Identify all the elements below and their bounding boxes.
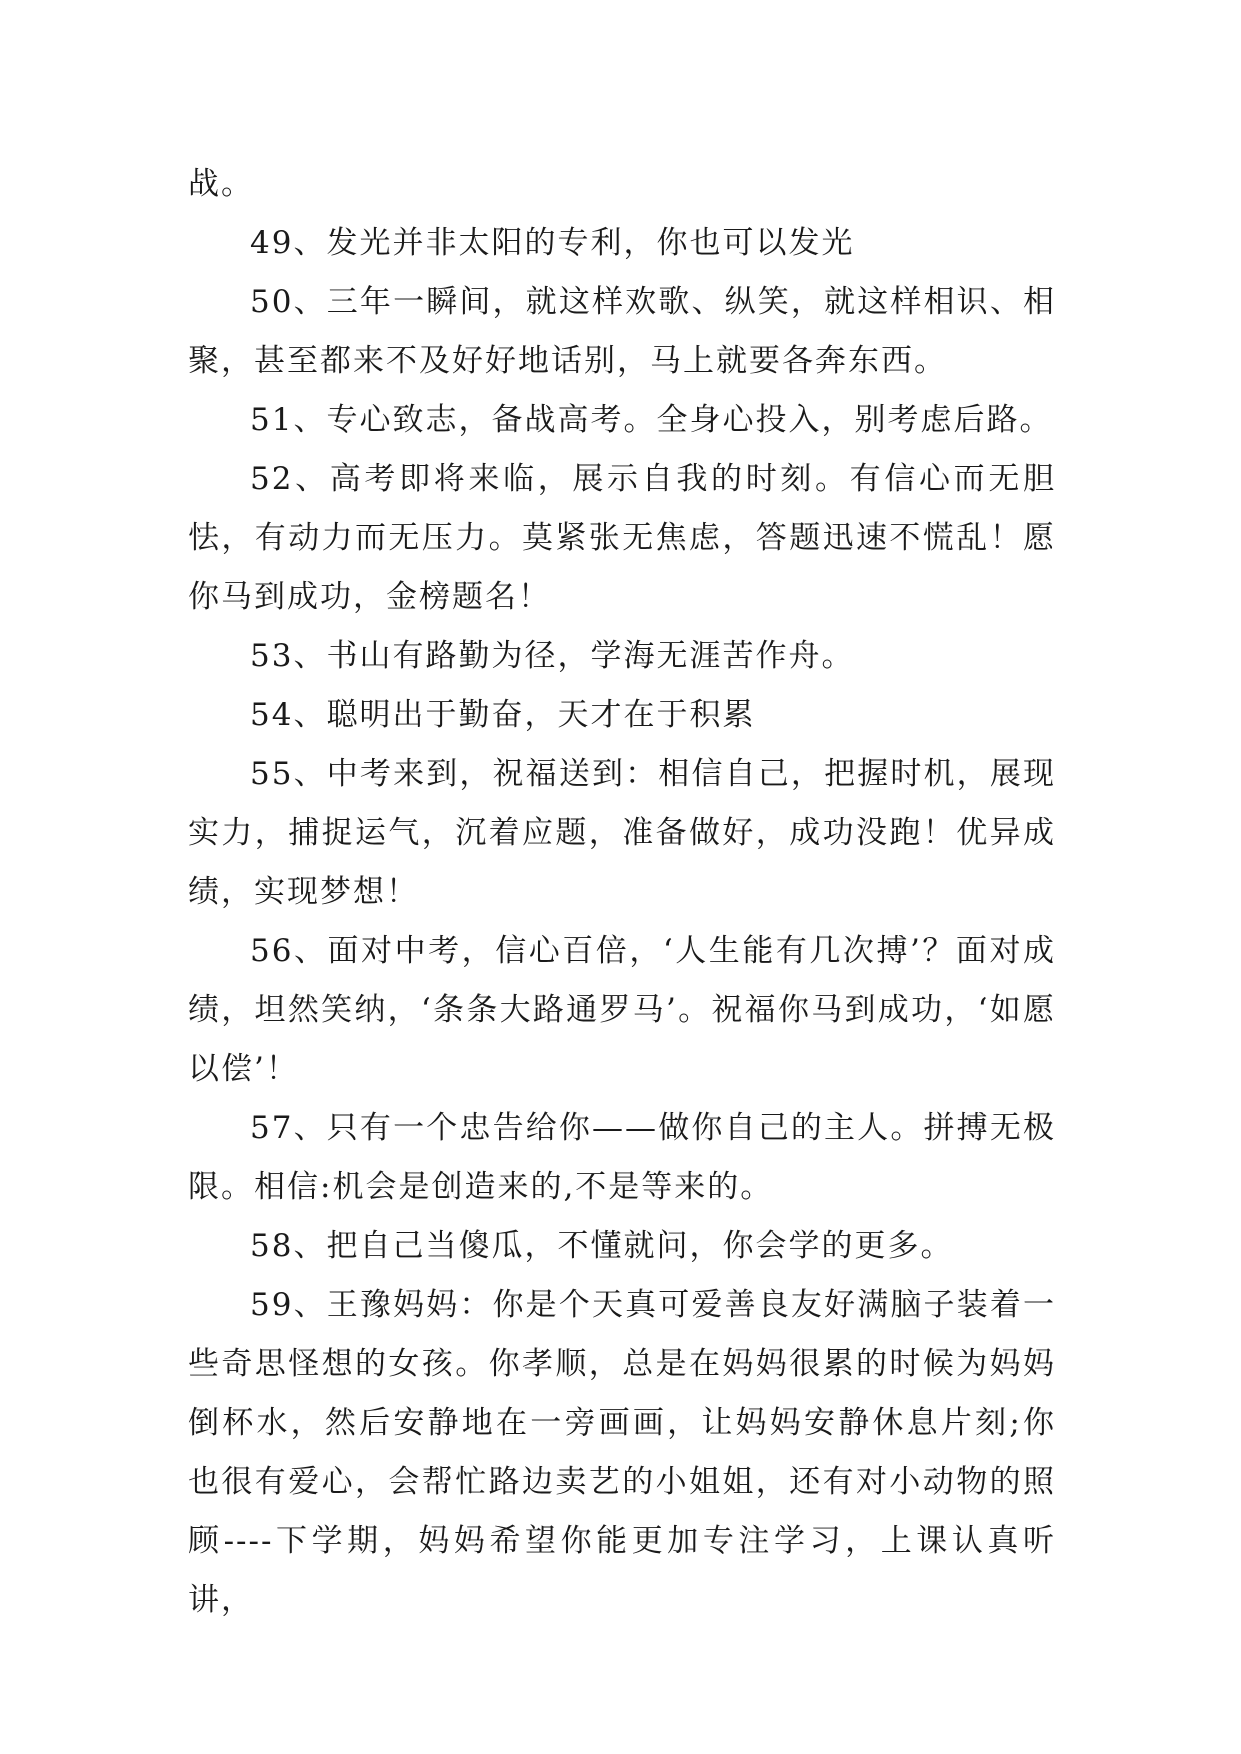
paragraph-58: 58、把自己当傻瓜，不懂就问，你会学的更多。 — [250, 1228, 954, 1264]
paragraph-50: 50、三年一瞬间，就这样欢歌、纵笑，就这样相识、相聚，甚至都来不及好好地话别，马上就要各奔东西。 — [188, 284, 1056, 379]
paragraph-49: 49、发光并非太阳的专利，你也可以发光 — [250, 225, 855, 261]
paragraph-52: 52、高考即将来临，展示自我的时刻。有信心而无胆怯，有动力而无压力。莫紧张无焦虑，答题迅速不慌乱！愿你马到成功，金榜题名！ — [188, 461, 1056, 615]
paragraph-59: 59、王豫妈妈：你是个天真可爱善良友好满脑子装着一些奇思怪想的女孩。你孝顺，总是在妈妈很累的时候为妈妈倒杯水，然后安静地在一旁画画，让妈妈安静休息片刻;你也很有爱心，会帮忙路边卖艺的小姐姐，还有对小动物的照顾----下学期，妈妈希望你能更加专注学习，上课认真听讲， — [188, 1287, 1056, 1618]
paragraph-continuation: 战。 — [188, 166, 254, 202]
paragraph-57: 57、只有一个忠告给你——做你自己的主人。拼搏无极限。相信:机会是创造来的,不是等来的。 — [188, 1110, 1056, 1205]
paragraph-53: 53、书山有路勤为径，学海无涯苦作舟。 — [250, 638, 855, 674]
document-body — [188, 155, 1056, 1630]
paragraph-54: 54、聪明出于勤奋，天才在于积累 — [250, 697, 756, 733]
paragraph-51: 51、专心致志，备战高考。全身心投入，别考虑后路。 — [250, 402, 1053, 438]
paragraph-56: 56、面对中考，信心百倍，‘人生能有几次搏’？面对成绩，坦然笑纳，‘条条大路通罗马’。祝福你马到成功，‘如愿以偿’！ — [188, 933, 1056, 1087]
paragraph-55: 55、中考来到，祝福送到：相信自己，把握时机，展现实力，捕捉运气，沉着应题，准备做好，成功没跑！优异成绩，实现梦想！ — [188, 756, 1056, 910]
